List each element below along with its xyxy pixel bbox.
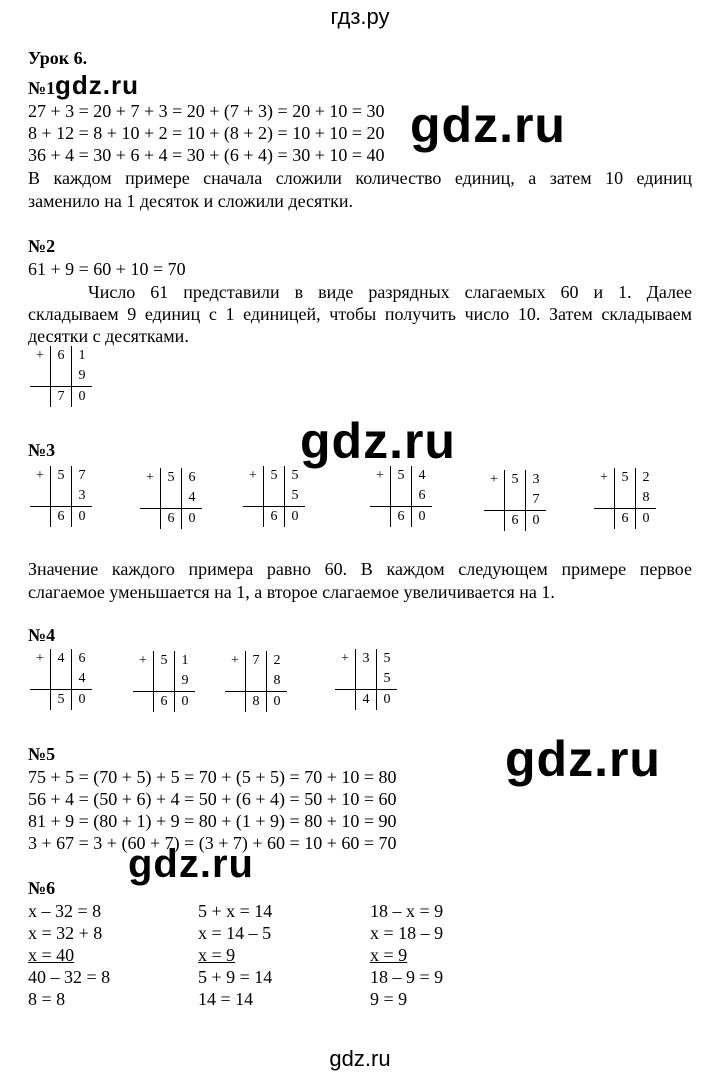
watermark: gdz.ru — [300, 413, 456, 469]
ex6-check: 9 = 9 — [370, 989, 408, 1009]
ex2-text: десятки с десятками. — [28, 326, 189, 346]
watermark: gdz.ru — [55, 70, 139, 100]
lesson-title: Урок 6. — [28, 48, 88, 68]
ex1-line: 36 + 4 = 30 + 6 + 4 = 30 + (6 + 4) = 30 + 10 = 40 — [28, 145, 385, 165]
watermark: gdz.ru — [128, 842, 254, 886]
ex6-answer: x = 9 — [370, 945, 408, 965]
column-addition-table: + 5 3 7 6 0 — [484, 470, 546, 531]
ex6-step: x = 18 – 9 — [370, 923, 444, 943]
ex1-text: В каждом примере сначала сложили количество единиц, а затем 10 единиц — [28, 168, 692, 188]
ex3-text: слагаемое уменьшается на 1, а второе слагаемое увеличивается на 1. — [28, 582, 555, 602]
ex2-text: Число 61 представили в виде разрядных слагаемых 60 и 1. Далее — [88, 282, 692, 302]
ex6-check: 8 = 8 — [28, 989, 66, 1009]
ex5-line: 81 + 9 = (80 + 1) + 9 = 80 + (1 + 9) = 80 + 10 = 90 — [28, 811, 397, 831]
ex6-step: x – 32 = 8 — [28, 901, 102, 921]
ex1-text: заменило на 1 десяток и сложили десятки. — [28, 191, 354, 211]
ex2-line: 61 + 9 = 60 + 10 = 70 — [28, 259, 186, 279]
ex4-title: №4 — [28, 625, 56, 645]
column-addition-table: + 5 4 6 6 0 — [370, 466, 432, 527]
ex6-check: 14 = 14 — [198, 989, 254, 1009]
ex6-title: №6 — [28, 878, 56, 898]
column-addition-table: + 5 1 9 6 0 — [133, 651, 195, 712]
ex3-text: Значение каждого примера равно 60. В каждом следующем примере первое — [28, 559, 692, 579]
column-addition-table: + 5 7 3 6 0 — [30, 466, 92, 527]
ex5-line: 3 + 67 = 3 + (60 + 7) = (3 + 7) + 60 = 10 + 60 = 70 — [28, 833, 397, 853]
ex5-line: 56 + 4 = (50 + 6) + 4 = 50 + (6 + 4) = 50 + 10 = 60 — [28, 789, 397, 809]
site-footer: gdz.ru — [329, 1046, 391, 1071]
column-addition-table: + 5 5 5 6 0 — [243, 466, 305, 527]
ex5-title: №5 — [28, 744, 56, 764]
ex2-title: №2 — [28, 236, 56, 256]
ex6-check: 40 – 32 = 8 — [28, 967, 111, 987]
watermark: gdz.ru — [410, 97, 566, 153]
ex1-line: 27 + 3 = 20 + 7 + 3 = 20 + (7 + 3) = 20 + 10 = 30 — [28, 101, 385, 121]
column-addition-table: + 6 1 9 7 0 — [30, 346, 92, 407]
site-header: гдз.ру — [330, 4, 390, 29]
column-addition-table: + 7 2 8 8 0 — [225, 651, 287, 712]
ex6-check: 18 – 9 = 9 — [370, 967, 444, 987]
ex5-line: 75 + 5 = (70 + 5) + 5 = 70 + (5 + 5) = 70 + 10 = 80 — [28, 767, 397, 787]
ex6-step: x = 32 + 8 — [28, 923, 103, 943]
ex2-text: складываем 9 единиц с 1 единицей, чтобы получить число 10. Затем складываем — [28, 304, 692, 324]
ex6-step: x = 14 – 5 — [198, 923, 272, 943]
ex3-title: №3 — [28, 440, 56, 460]
ex6-step: 5 + x = 14 — [198, 901, 273, 921]
ex1-line: 8 + 12 = 8 + 10 + 2 = 10 + (8 + 2) = 10 + 10 = 20 — [28, 123, 385, 143]
column-addition-table: + 3 5 5 4 0 — [335, 649, 397, 710]
ex1-title: №1 — [28, 78, 56, 98]
ex6-answer: x = 40 — [28, 945, 75, 965]
column-addition-table: + 4 6 4 5 0 — [30, 649, 92, 710]
column-addition-table: + 5 6 4 6 0 — [140, 468, 202, 529]
ex6-check: 5 + 9 = 14 — [198, 967, 273, 987]
watermark: gdz.ru — [505, 731, 661, 787]
column-addition-table: + 5 2 8 6 0 — [594, 468, 656, 529]
ex6-step: 18 – x = 9 — [370, 901, 444, 921]
ex6-answer: x = 9 — [198, 945, 236, 965]
